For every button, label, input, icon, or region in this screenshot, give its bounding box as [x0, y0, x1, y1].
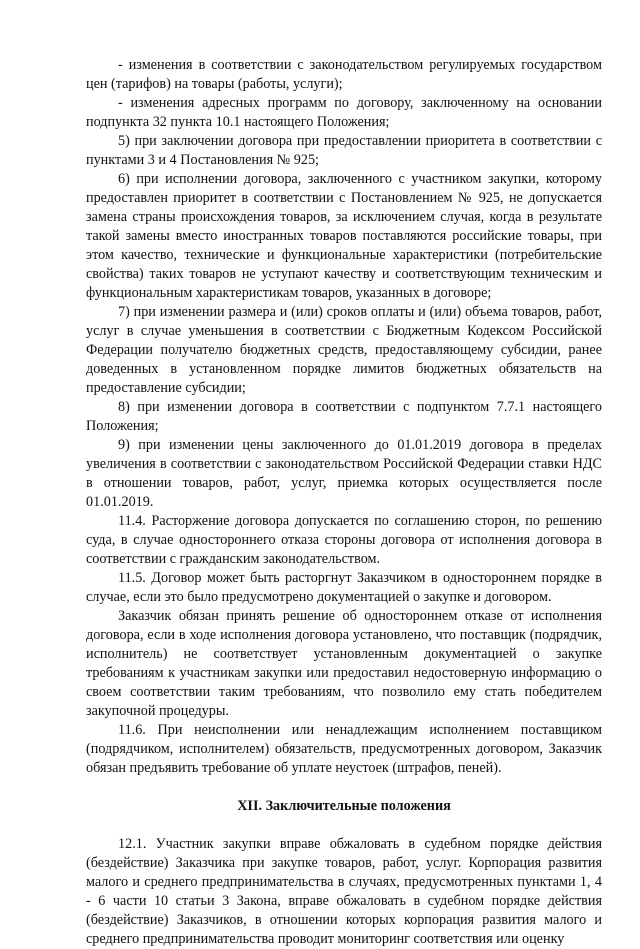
- paragraph-item-6: 6) при исполнении договора, заключенного с участником закупки, которому предоставлен приоритет в соответствии с Постановлением № 925, не допускается замена страны происхождения товаров, за исключением случая, когда в результате такой замены вместо иностранных товаров поставляются российские товары, при этом качество, технические и функциональные характеристики (потребительские свойства) таких товаров не уступают качеству и соответствующим техническим и функциональным характеристикам товаров, указанных в договоре;: [86, 171, 602, 301]
- paragraph-item-7: 7) при изменении размера и (или) сроков оплаты и (или) объема товаров, работ, услуг в случае уменьшения в соответствии с Бюджетным Кодексом Российской Федерации получателю бюджетных средств, предоставляющему субсидии, ранее доведенных в установленном порядке лимитов бюджетных обязательств на предоставление субсидии;: [86, 304, 602, 396]
- paragraph-item-9: 9) при изменении цены заключенного до 01.01.2019 договора в пределах увеличения в соответствии с законодательством Российской Федерации ставки НДС в отношении товаров, работ, услуг, приемка которых осуществляется после 01.01.2019.: [86, 437, 602, 510]
- paragraph-11-6: 11.6. При неисполнении или ненадлежащим исполнением поставщиком (подрядчиком, исполнителем) обязательств, предусмотренных договором, Заказчик обязан предъявить требование об уплате неустоек (штрафов, пеней).: [86, 722, 602, 776]
- document-page: [86, 56, 602, 949]
- section-heading: XII. Заключительные положения: [237, 798, 451, 814]
- paragraph-12-1: 12.1. Участник закупки вправе обжаловать в судебном порядке действия (бездействие) Заказчика при закупке товаров, работ, услуг. Корпорация развития малого и среднего предпринимательства в случаях, предусмотренных пунктами 1, 4 - 6 части 10 статьи 3 Закона, вправе обжаловать в судебном порядке действия (бездействие) Заказчиков, в отношении которых корпорация развития малого и среднего предпринимательства проводит мониторинг соответствия или оценку: [86, 836, 602, 947]
- paragraph-address-programs: - изменения адресных программ по договору, заключенному на основании подпункта 32 пункта 10.1 настоящего Положения;: [86, 95, 602, 130]
- paragraph-item-5: 5) при заключении договора при предоставлении приоритета в соответствии с пунктами 3 и 4 Постановления № 925;: [86, 133, 602, 168]
- paragraph-11-5: 11.5. Договор может быть расторгнут Заказчиком в одностороннем порядке в случае, если это было предусмотрено документацией о закупке и договором.: [86, 570, 602, 605]
- paragraph-customer-obligation: Заказчик обязан принять решение об одностороннем отказе от исполнения договора, если в ходе исполнения договора установлено, что поставщик (подрядчик, исполнитель) не соответствует установленным документацией о закупке требованиям к участникам закупки или предоставил недостоверную информацию о своем соответствии таким требованиям, что позволило ему стать победителем закупочной процедуры.: [86, 608, 602, 719]
- paragraph-item-8: 8) при изменении договора в соответствии с подпунктом 7.7.1 настоящего Положения;: [86, 399, 602, 434]
- paragraph-11-4: 11.4. Расторжение договора допускается по соглашению сторон, по решению суда, в случае одностороннего отказа стороны договора от исполнения договора в соответствии с гражданским законодательством.: [86, 513, 602, 567]
- paragraph-price-change: - изменения в соответствии с законодательством регулируемых государством цен (тарифов) на товары (работы, услуги);: [86, 57, 602, 92]
